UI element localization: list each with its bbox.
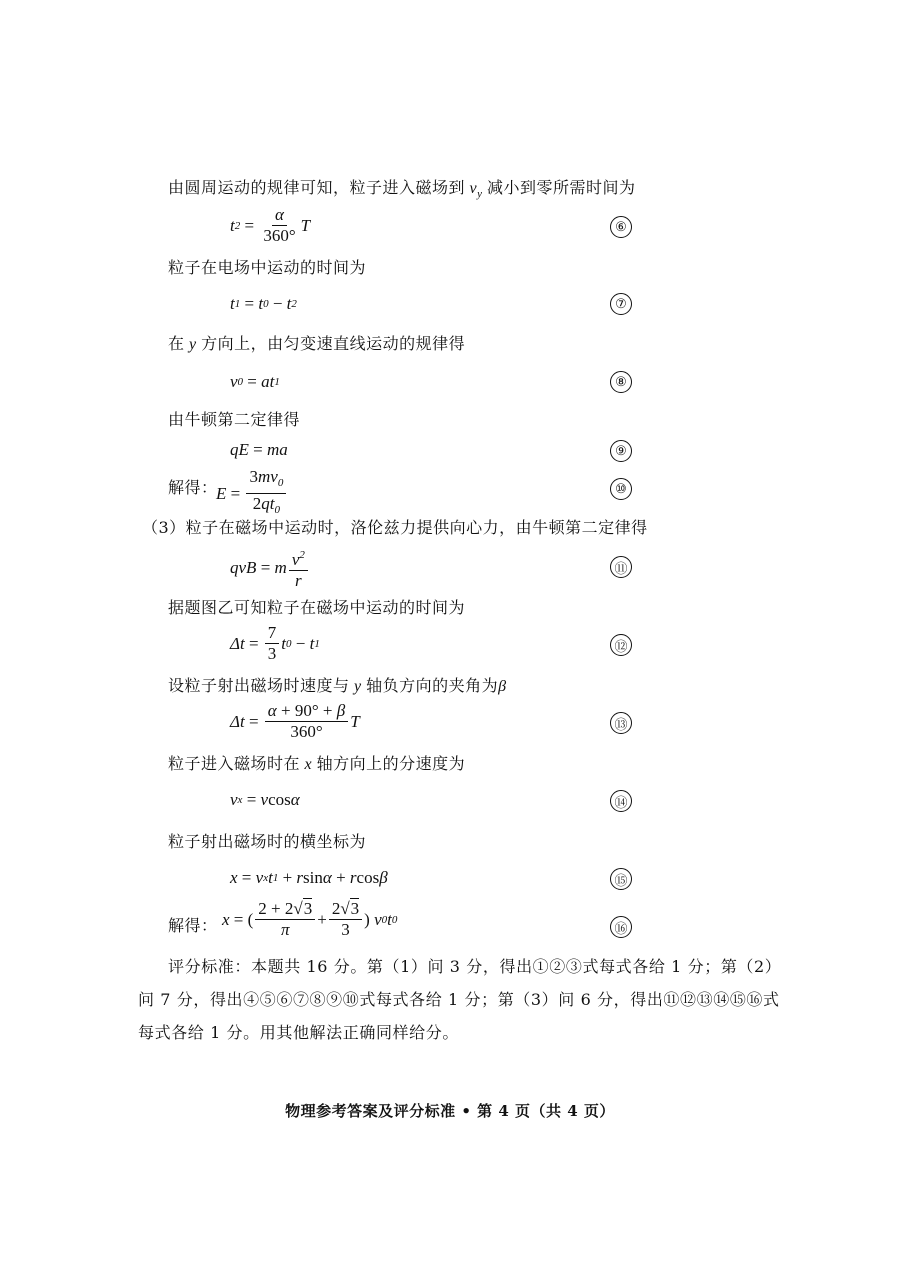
equation-7: t 1 = t 0 − t 2: [230, 294, 297, 313]
equation-marker-9: ⑨: [610, 440, 632, 462]
text-line-5: 解得：: [168, 478, 218, 497]
page-footer: 物理参考答案及评分标准 • 第 4 页（共 4 页）: [285, 1102, 615, 1120]
equation-marker-13: ⑬: [610, 712, 632, 734]
equation-11: qvB = m $\frac{v^2}{r}$: [230, 546, 310, 590]
text-line-6: （3）粒子在磁场中运动时，洛伦兹力提供向心力，由牛顿第二定律得: [142, 518, 648, 537]
scoring-paragraph: 评分标准：本题共 16 分。第（1）问 3 分，得出①②③式每式各给 1 分；第（2）问 7 分，得出④⑤⑥⑦⑧⑨⑩式每式各给 1 分；第（3）问 6 分，得出⑪⑫⑬⑭⑮⑯式每式各给 1 分。用其他解法正确同样给分。: [138, 957, 782, 1042]
equation-14: v x = v cos α: [230, 790, 300, 809]
equation-9: qE = ma: [230, 440, 288, 459]
equation-marker-11: ⑪: [610, 556, 632, 578]
equation-8: v 0 = at 1: [230, 372, 280, 391]
equation-marker-10: ⑩: [610, 478, 632, 500]
text-line-4: 由牛顿第二定律得: [168, 410, 301, 429]
equation-10: E = $\frac{3mv_0}{2qt_0}$: [216, 468, 288, 519]
text-line-3: 在 y 方向上，由匀变速直线运动的规律得: [168, 334, 466, 353]
equation-6: t 2 = $\frac{\alpha}{360^\circ}$ T: [230, 205, 311, 245]
equation-marker-7: ⑦: [610, 293, 632, 315]
equation-12: Δt = $\frac{7}{3}$ t 0 − t 1: [230, 623, 320, 663]
text-line-11: 解得：: [168, 916, 218, 935]
equation-15: x = v x t 1 + r sin α + r cos β: [230, 868, 388, 887]
text-line-2: 粒子在电场中运动的时间为: [168, 258, 367, 277]
equation-marker-8: ⑧: [610, 371, 632, 393]
equation-marker-12: ⑫: [610, 634, 632, 656]
equation-marker-16: ⑯: [610, 916, 632, 938]
text-line-10: 粒子射出磁场时的横坐标为: [168, 832, 367, 851]
text-line-8: 设粒子射出磁场时速度与 y 轴负方向的夹角为β: [168, 676, 507, 695]
equation-13: Δt = $\frac{\alpha + 90^\circ + \beta}{360^\circ}$ T: [230, 701, 360, 741]
text-line-9: 粒子进入磁场时在 x 轴方向上的分速度为: [168, 754, 466, 773]
text-line-7: 据题图乙可知粒子在磁场中运动的时间为: [168, 598, 466, 617]
text-line-1: 由圆周运动的规律可知，粒子进入磁场到 $v_y$ 减小到零所需时间为: [168, 178, 636, 200]
equation-marker-6: ⑥: [610, 216, 632, 238]
equation-marker-15: ⑮: [610, 868, 632, 890]
equation-16: x = ( $\frac{2 + 2√3}{\pi}$ + $\frac{2√3}{3}$ ) v 0 t 0: [222, 899, 398, 939]
equation-marker-14: ⑭: [610, 790, 632, 812]
